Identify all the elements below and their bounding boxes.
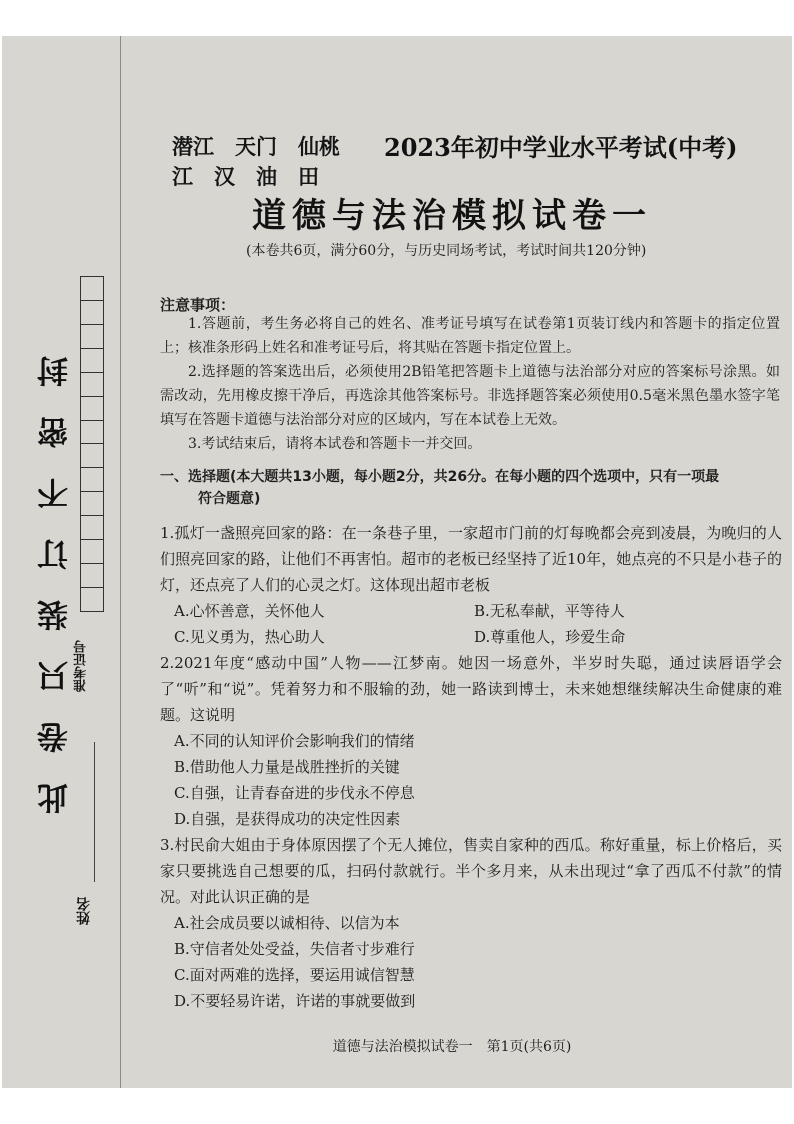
question-3 xyxy=(160,832,782,1014)
option-a: A.心怀善意，关怀他人 xyxy=(174,602,325,620)
option-c: C.面对两难的选择，要运用诚信智慧 xyxy=(174,966,415,984)
question-stem: 1.孤灯一盏照亮回家的路：在一条巷子里，一家超市门前的灯每晚都会亮到凌晨，为晚归的人们照亮回家的路，让他们不再害怕。超市的老板已经坚持了近10年，她点亮的不只是小巷子的灯，还点亮了人们的心灵之灯。这体现出超市老板 xyxy=(160,524,782,594)
option-list xyxy=(160,910,782,1014)
notice-item: 3.考试结束后，请将本试卷和答题卡一并交回。 xyxy=(188,436,482,452)
name-label: 姓名 xyxy=(76,897,92,925)
exam-title: 2023年初中学业水平考试(中考) xyxy=(384,133,738,162)
question-1 xyxy=(160,520,782,650)
exam-page xyxy=(2,36,792,1088)
question-list xyxy=(160,520,782,1014)
option-d: D.不要轻易许诺，许诺的事就要做到 xyxy=(174,992,416,1010)
option-list xyxy=(160,598,782,650)
region-names xyxy=(172,132,340,192)
page-footer: 道德与法治模拟试卷一 第1页(共6页) xyxy=(332,1039,572,1055)
option-d: D.尊重他人，珍爱生命 xyxy=(474,628,626,646)
question-stem: 2.2021年度“感动中国”人物——江梦南。她因一场意外，半岁时失聪，通过读唇语学会了“听”和“说”。凭着努力和不服输的劲，她一路读到博士，未来她想继续解决生命健康的难题。这说明 xyxy=(160,654,782,724)
name-underline xyxy=(94,742,95,882)
region-line-1: 潜江 天门 仙桃 xyxy=(172,135,340,159)
section-title xyxy=(160,466,782,510)
paper-info: (本卷共6页，满分60分，与历史同场考试，考试时间共120分钟) xyxy=(246,243,647,259)
notice-item: 1.答题前，考生务必将自己的姓名、准考证号填写在试卷第1页装订线内和答题卡的指定位置上；核准条形码上姓名和准考证号后，将其贴在答题卡指定位置上。 xyxy=(160,316,780,356)
candidate-id-label: 准考证号 xyxy=(74,640,89,692)
notice-list xyxy=(160,312,780,456)
option-c: C.自强，让青春奋进的步伐永不停息 xyxy=(174,784,415,802)
section-title-line-1: 一、选择题(本大题共13小题，每小题2分，共26分。在每小题的四个选项中，只有一项最 xyxy=(160,469,720,485)
section-title-line-2: 符合题意) xyxy=(198,491,261,507)
option-d: D.自强，是获得成功的决定性因素 xyxy=(174,810,401,828)
paper-title: 道德与法治模拟试卷一 xyxy=(252,196,652,236)
option-a: A.社会成员要以诚相待、以信为本 xyxy=(174,914,400,932)
option-b: B.借助他人力量是战胜挫折的关键 xyxy=(174,758,400,776)
question-2 xyxy=(160,650,782,832)
option-b: B.守信者处处受益，失信者寸步难行 xyxy=(174,940,415,958)
candidate-id-boxes xyxy=(80,276,104,612)
region-line-2: 江 汉 油 田 xyxy=(172,165,319,189)
option-c: C.见义勇为，热心助人 xyxy=(174,628,325,646)
seal-text: 此卷只装订不密封 xyxy=(38,326,74,814)
option-a: A.不同的认知评价会影响我们的情绪 xyxy=(174,732,415,750)
notice-item: 2.选择题的答案选出后，必须使用2B铅笔把答题卡上道德与法治部分对应的答案标号涂黑。如需改动，先用橡皮擦干净后，再选涂其他答案标号。非选择题答案必须使用0.5毫米黑色墨水签字笔填写在答题卡道德与法治部分对应的区域内，写在本试卷上无效。 xyxy=(160,364,780,428)
option-list xyxy=(160,728,782,832)
notice-heading: 注意事项： xyxy=(160,296,236,314)
option-b: B.无私奉献，平等待人 xyxy=(474,602,625,620)
question-stem: 3.村民俞大姐由于身体原因摆了个无人摊位，售卖自家种的西瓜。称好重量，标上价格后，买家只要挑选自己想要的瓜，扫码付款就行。半个多月来，从未出现过“拿了西瓜不付款”的情况。对此认识正确的是 xyxy=(160,836,782,906)
